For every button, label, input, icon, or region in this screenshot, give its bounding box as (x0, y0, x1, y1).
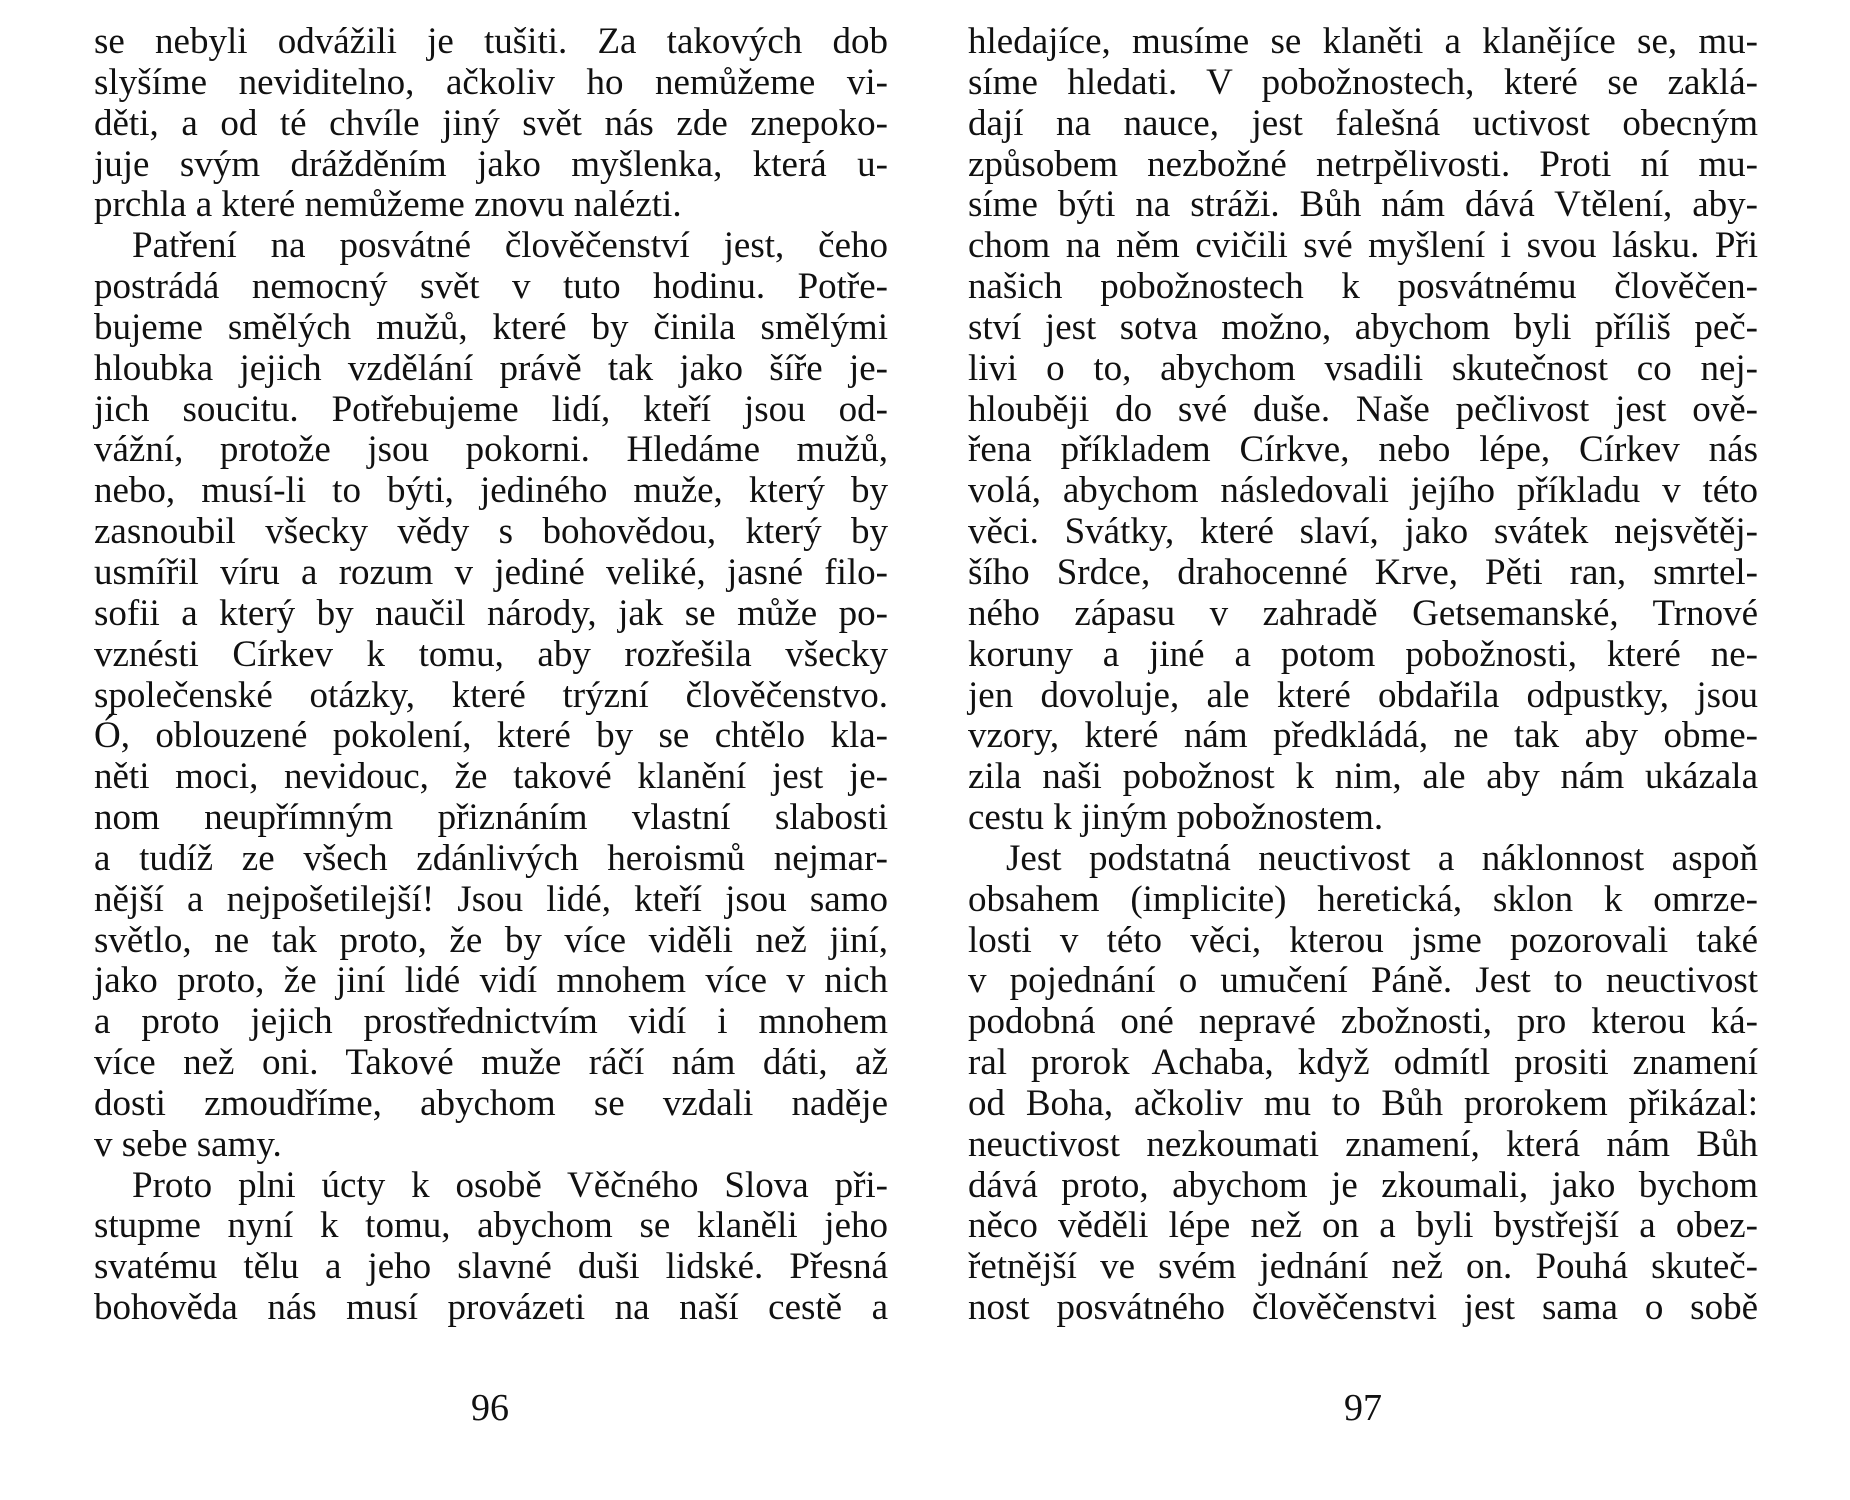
text-line: více než oni. Takové muže ráčí nám dáti, až (94, 1042, 888, 1084)
text-line: zila naši pobožnost k nim, ale aby nám ukázala (968, 756, 1758, 798)
text-line: usmířil víru a rozum v jediné veliké, jasné filo- (94, 551, 888, 593)
text-line: slyšíme neviditelno, ačkoliv ho nemůžeme vi- (94, 61, 888, 103)
text-line: Patření na posvátné člověčenství jest, čeho (132, 225, 888, 267)
text-line: řetnější ve svém jednání než on. Pouhá skuteč- (968, 1246, 1758, 1288)
text-line: prchla a které nemůžeme znovu nalézti. (94, 184, 682, 226)
text-line: šího Srdce, drahocenné Krve, Pěti ran, smrtel- (968, 551, 1758, 593)
text-line: stupme nyní k tomu, abychom se klaněli jeho (94, 1205, 888, 1247)
text-line: Jest podstatná neuctivost a náklonnost aspoň (1006, 837, 1758, 879)
text-line: v pojednání o umučení Páně. Jest to neuctivost (968, 960, 1758, 1002)
text-line: jich soucitu. Potřebujeme lidí, kteří jsou od- (94, 388, 888, 430)
text-line: od Boha, ačkoliv mu to Bůh prorokem přikázal: (968, 1082, 1758, 1124)
text-line: dává proto, abychom je zkoumali, jako bychom (968, 1164, 1758, 1206)
text-line: volá, abychom následovali jejího příkladu v této (968, 470, 1758, 512)
text-line: Proto plni úcty k osobě Věčného Slova při- (132, 1164, 888, 1206)
text-line: a proto jejich prostřednictvím vidí i mnohem (94, 1001, 888, 1043)
text-line: nom neupřímným přiznáním vlastní slabosti (94, 797, 888, 839)
text-line: nost posvátného člověčenstvi jest sama o sobě (968, 1287, 1758, 1329)
text-line: hloubka jejich vzdělání právě tak jako šíře je- (94, 347, 888, 389)
right-page-text (968, 22, 1758, 1329)
text-line: bujeme smělých mužů, které by činila smělými (94, 306, 888, 348)
text-line: jen dovoluje, ale které obdařila odpustky, jsou (968, 674, 1758, 716)
text-line: vzory, které nám předkládá, ne tak aby obme- (968, 715, 1758, 757)
text-line: cestu k jiným pobožnostem. (968, 797, 1384, 839)
text-line: řena příkladem Církve, nebo lépe, Církev nás (968, 429, 1758, 471)
text-line: ného zápasu v zahradě Getsemanské, Trnové (968, 592, 1758, 634)
text-line: vážní, protože jsou pokorni. Hledáme mužů, (94, 429, 888, 471)
text-line: sofii a který by naučil národy, jak se může po- (94, 592, 888, 634)
text-line: dají na nauce, jest falešná uctivost obecným (968, 102, 1758, 144)
text-line: podobná oné nepravé zbožnosti, pro kterou ká- (968, 1001, 1758, 1043)
text-line: něti moci, nevidouc, že takové klanění jest je- (94, 756, 888, 798)
text-line: koruny a jiné a potom pobožnosti, které ne- (968, 633, 1758, 675)
text-line: jako proto, že jiní lidé vidí mnohem více v nich (94, 960, 888, 1002)
text-line: losti v této věci, kterou jsme pozorovali také (968, 919, 1758, 961)
text-line: ral prorok Achaba, když odmítl prositi znamení (968, 1042, 1758, 1084)
left-page-text (94, 22, 888, 1329)
text-line: obsahem (implicite) heretická, sklon k omrze- (968, 878, 1758, 920)
text-line: ství jest sotva možno, abychom byli příliš peč- (968, 306, 1758, 348)
text-line: zasnoubil všecky vědy s bohovědou, který by (94, 511, 888, 553)
text-line: našich pobožnostech k posvátnému člověčen- (968, 266, 1758, 308)
text-line: světlo, ne tak proto, že by více viděli než jiní, (94, 919, 888, 961)
text-line: síme býti na stráži. Bůh nám dává Vtělení, aby- (968, 184, 1758, 226)
text-line: postrádá nemocný svět v tuto hodinu. Potře- (94, 266, 888, 308)
text-line: juje svým drážděním jako myšlenka, která u- (94, 143, 888, 185)
text-line: hlouběji do své duše. Naše pečlivost jest ově- (968, 388, 1758, 430)
text-line: livi o to, abychom vsadili skutečnost co nej- (968, 347, 1758, 389)
page-number-left: 96 (471, 1387, 509, 1429)
text-line: dosti zmoudříme, abychom se vzdali naděje (94, 1082, 888, 1124)
text-line: hledajíce, musíme se klaněti a klanějíce se, mu- (968, 21, 1758, 62)
text-line: a tudíž ze všech zdánlivých heroismů nejmar- (94, 837, 888, 879)
text-line: svatému tělu a jeho slavné duši lidské. Přesná (94, 1246, 888, 1288)
page-number-right: 97 (1344, 1387, 1382, 1429)
text-line: bohověda nás musí provázeti na naší cestě a (94, 1287, 888, 1329)
text-line: se nebyli odvážili je tušiti. Za takových dob (94, 21, 888, 62)
text-line: věci. Svátky, které slaví, jako svátek nejsvětěj- (968, 511, 1758, 553)
text-line: vznésti Církev k tomu, aby rozřešila všecky (94, 633, 888, 675)
text-line: způsobem nezbožné netrpělivosti. Proti ní mu- (968, 143, 1758, 185)
text-line: nější a nejpošetilejší! Jsou lidé, kteří jsou samo (94, 878, 888, 920)
text-line: neuctivost nezkoumati znamení, která nám Bůh (968, 1123, 1758, 1165)
text-line: v sebe samy. (94, 1123, 282, 1165)
text-line: společenské otázky, které trýzní člověčenstvo. (94, 674, 888, 716)
text-line: něco věděli lépe než on a byli bystřejší a obez- (968, 1205, 1758, 1247)
text-line: děti, a od té chvíle jiný svět nás zde znepoko- (94, 102, 888, 144)
text-line: nebo, musí-li to býti, jediného muže, který by (94, 470, 888, 512)
text-line: chom na něm cvičili své myšlení i svou lásku. Při (968, 225, 1758, 267)
text-line: Ó, oblouzené pokolení, které by se chtělo kla- (94, 715, 888, 757)
text-line: síme hledati. V pobožnostech, které se zaklá- (968, 61, 1758, 103)
